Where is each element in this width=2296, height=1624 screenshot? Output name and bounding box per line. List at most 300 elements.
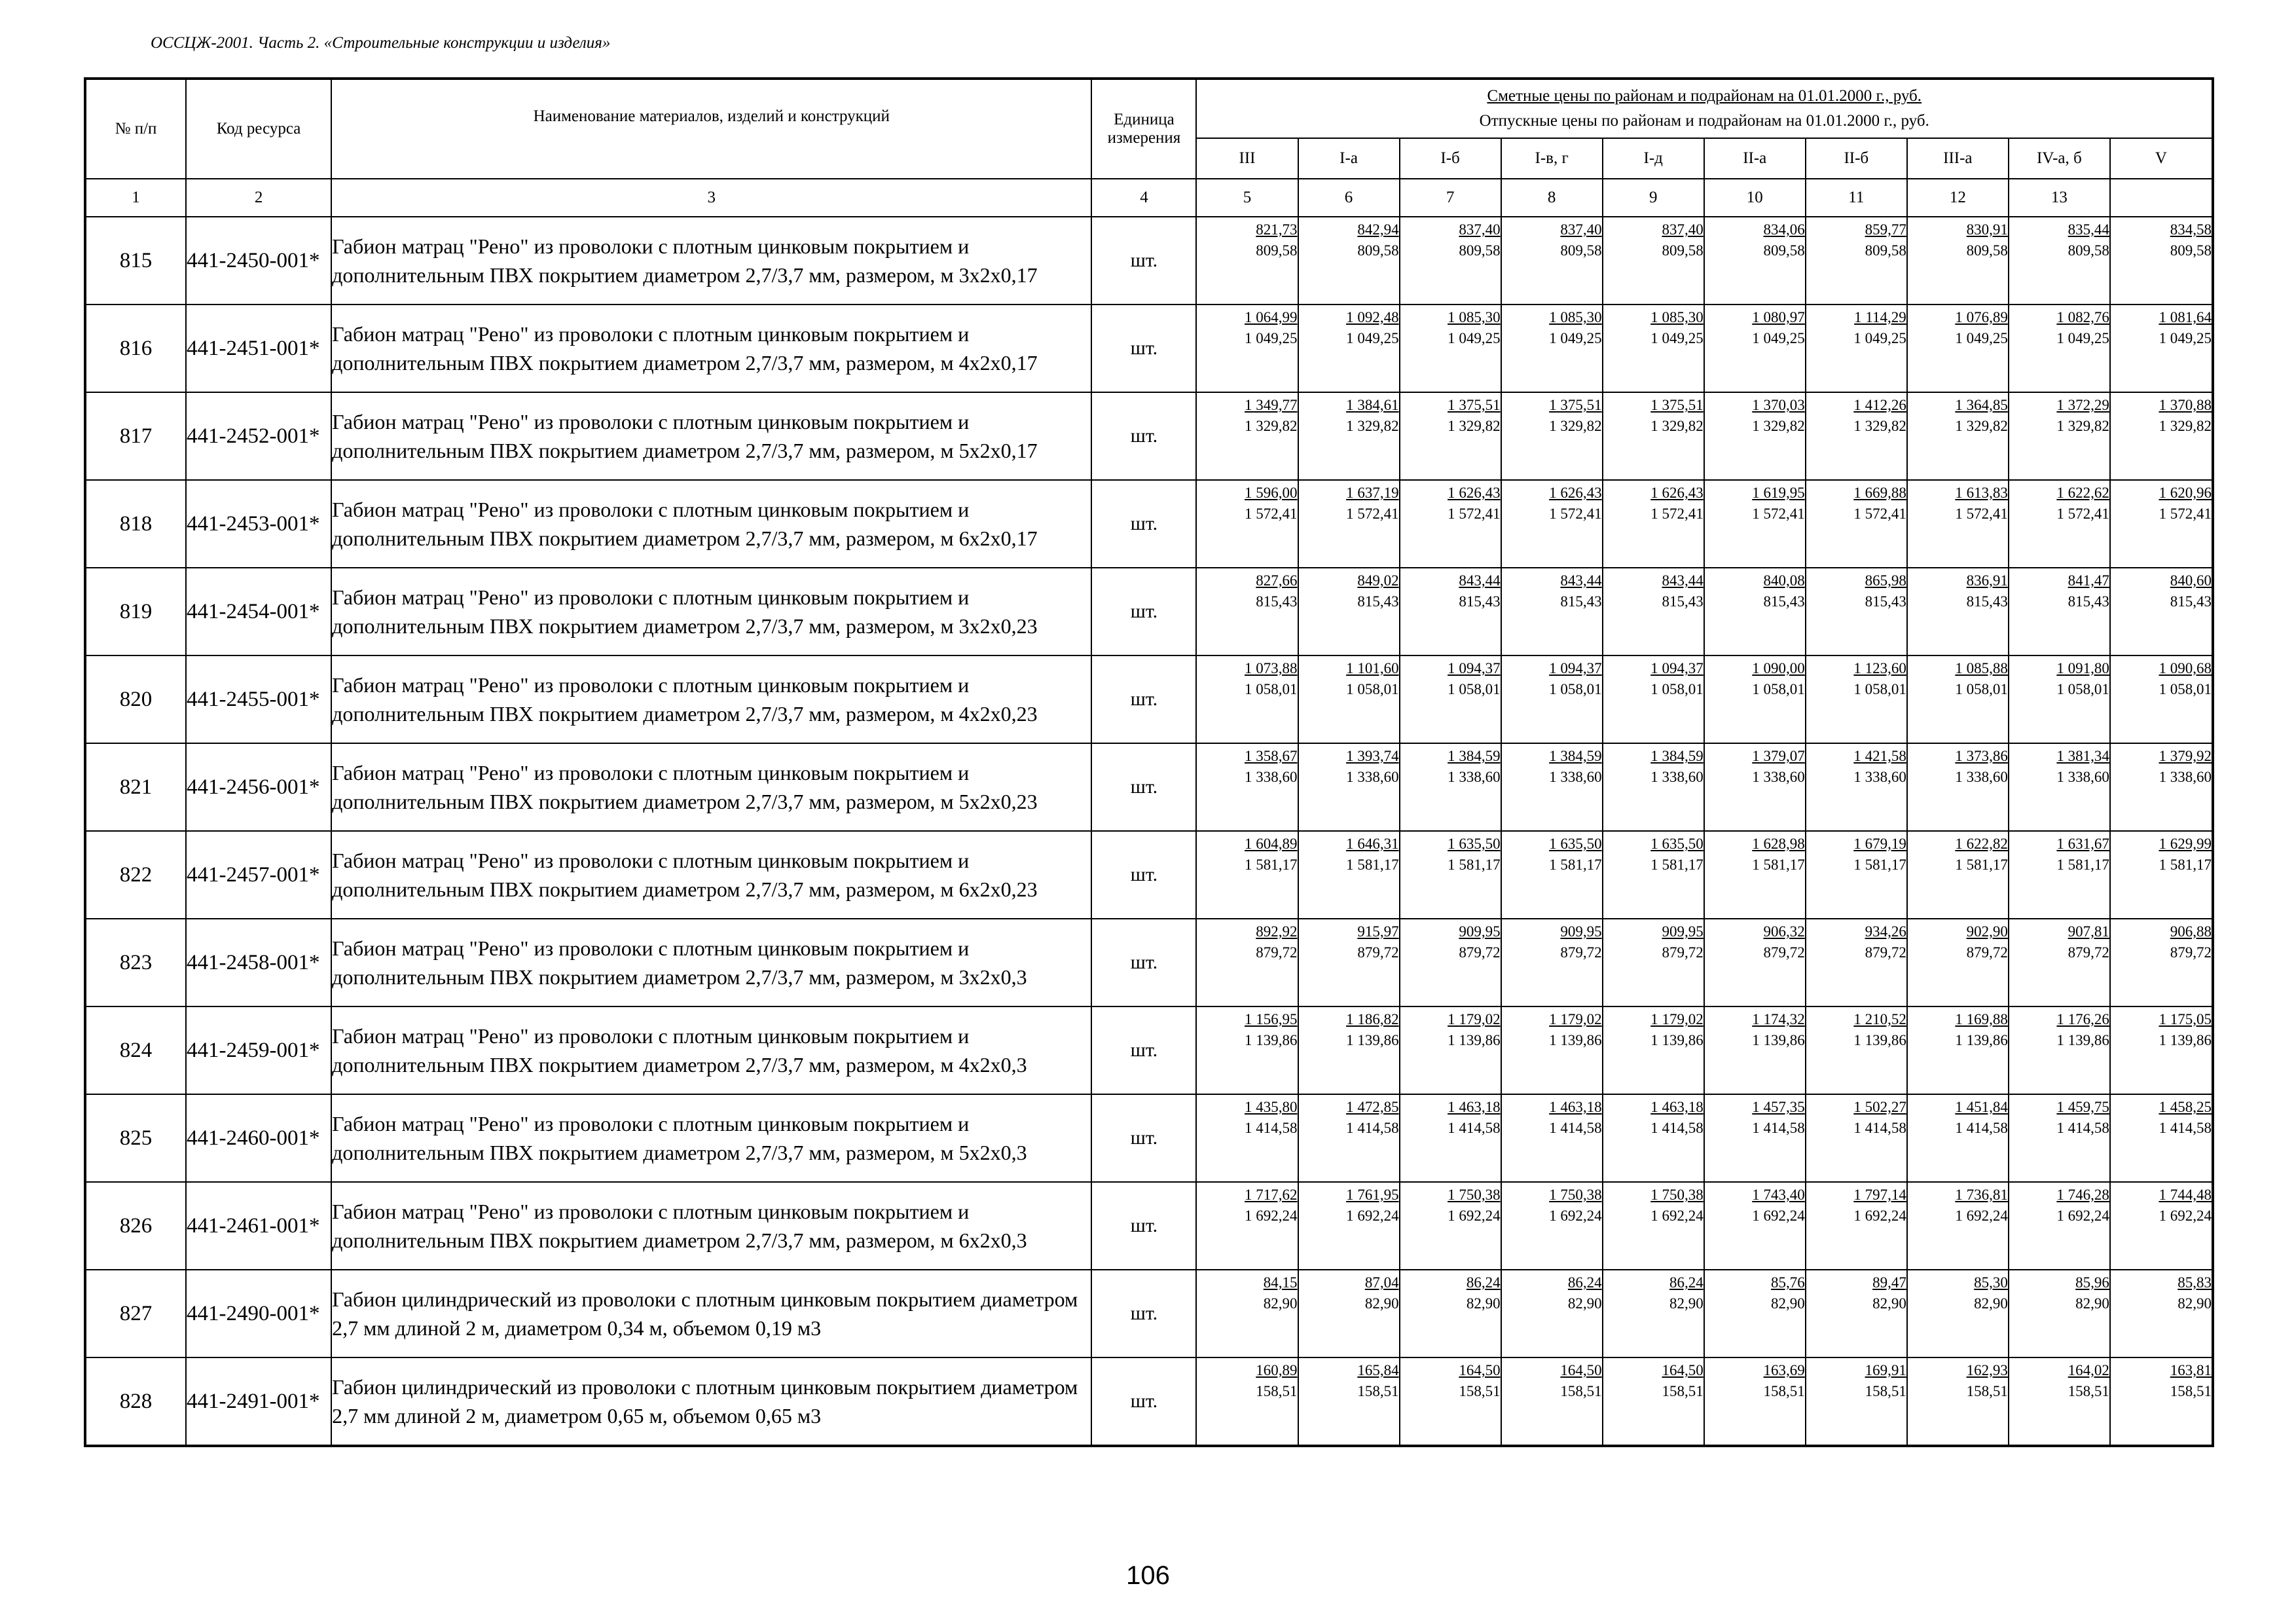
row-number: 828 — [85, 1357, 186, 1446]
estimate-price: 1 629,99 — [2159, 836, 2212, 852]
estimate-price: 841,47 — [2068, 572, 2109, 589]
release-price: 879,72 — [1459, 944, 1501, 961]
table-row — [85, 392, 2213, 480]
estimate-price: 859,77 — [1865, 221, 1906, 238]
row-number: 823 — [85, 919, 186, 1006]
price-cell — [1400, 743, 1501, 831]
row-number: 826 — [85, 1182, 186, 1270]
price-cell — [1400, 480, 1501, 568]
estimate-price: 1 628,98 — [1752, 836, 1805, 852]
estimate-price: 834,06 — [1763, 221, 1805, 238]
estimate-price: 1 620,96 — [2159, 485, 2212, 501]
release-price: 1 414,58 — [1245, 1120, 1298, 1136]
estimate-price: 1 210,52 — [1853, 1011, 1906, 1027]
release-price: 1 692,24 — [1752, 1208, 1805, 1224]
price-cell — [1196, 217, 1298, 304]
price-cell — [1907, 1357, 2009, 1446]
release-price: 1 338,60 — [1650, 769, 1704, 785]
estimate-price: 1 381,34 — [2056, 748, 2109, 764]
estimate-price: 830,91 — [1966, 221, 2008, 238]
release-price: 1 572,41 — [1752, 506, 1805, 522]
material-name: Габион матрац "Рено" из проволоки с плотным цинковым покрытием и дополнительным ПВХ покрытием диаметром 2,7/3,7 мм, размером, м 6х2х0,3 — [331, 1182, 1091, 1270]
price-cell — [2009, 217, 2110, 304]
table-row — [85, 1182, 2213, 1270]
estimate-price: 1 174,32 — [1752, 1011, 1805, 1027]
release-price: 1 572,41 — [1955, 506, 2008, 522]
estimate-price: 840,08 — [1763, 572, 1805, 589]
release-price: 1 692,24 — [2056, 1208, 2109, 1224]
table-row — [85, 1270, 2213, 1357]
release-price: 1 414,58 — [1448, 1120, 1501, 1136]
table-row — [85, 743, 2213, 831]
price-cell — [2009, 304, 2110, 392]
material-name: Габион матрац "Рено" из проволоки с плотным цинковым покрытием и дополнительным ПВХ покрытием диаметром 2,7/3,7 мм, размером, м 3х2х0,17 — [331, 217, 1091, 304]
estimate-price: 1 082,76 — [2056, 309, 2109, 325]
price-cell — [1907, 743, 2009, 831]
estimate-price: 1 085,30 — [1549, 309, 1602, 325]
price-cell — [1501, 831, 1603, 919]
column-number: 8 — [1501, 179, 1603, 217]
unit-of-measure: шт. — [1091, 1357, 1196, 1446]
release-price: 82,90 — [1466, 1295, 1501, 1312]
header-prices-release: Отпускные цены по районам и подрайонам на 01.01.2000 г., руб. — [1479, 112, 1929, 130]
price-cell — [1196, 655, 1298, 743]
row-number: 817 — [85, 392, 186, 480]
price-cell — [1196, 304, 1298, 392]
material-name: Габион матрац "Рено" из проволоки с плотным цинковым покрытием и дополнительным ПВХ покрытием диаметром 2,7/3,7 мм, размером, м 4х2х0,3 — [331, 1006, 1091, 1094]
estimate-price: 1 750,38 — [1650, 1187, 1704, 1203]
price-cell — [1298, 568, 1400, 655]
price-cell — [1806, 217, 1907, 304]
release-price: 809,58 — [2068, 242, 2109, 259]
release-price: 1 139,86 — [1245, 1032, 1298, 1048]
estimate-price: 909,95 — [1662, 923, 1704, 940]
price-cell — [1806, 919, 1907, 1006]
price-cell — [1603, 304, 1704, 392]
price-cell — [1298, 919, 1400, 1006]
material-name: Габион матрац "Рено" из проволоки с плотным цинковым покрытием и дополнительным ПВХ покрытием диаметром 2,7/3,7 мм, размером, м 5х2х0,23 — [331, 743, 1091, 831]
price-cell — [1400, 919, 1501, 1006]
estimate-price: 843,44 — [1459, 572, 1501, 589]
unit-of-measure: шт. — [1091, 831, 1196, 919]
release-price: 82,90 — [1771, 1295, 1805, 1312]
release-price: 1 058,01 — [1752, 681, 1805, 697]
release-price: 809,58 — [1560, 242, 1602, 259]
release-price: 1 139,86 — [1955, 1032, 2008, 1048]
release-price: 158,51 — [1459, 1383, 1501, 1399]
price-cell — [1501, 480, 1603, 568]
price-cell — [1704, 304, 1806, 392]
release-price: 1 581,17 — [1245, 857, 1298, 873]
release-price: 809,58 — [1865, 242, 1906, 259]
release-price: 1 692,24 — [2159, 1208, 2212, 1224]
estimate-price: 1 379,07 — [1752, 748, 1805, 764]
row-number: 818 — [85, 480, 186, 568]
table-row — [85, 1006, 2213, 1094]
estimate-price: 1 412,26 — [1853, 397, 1906, 413]
column-number: 3 — [331, 179, 1091, 217]
estimate-price: 1 626,43 — [1650, 485, 1704, 501]
price-cell — [1704, 1357, 1806, 1446]
resource-code: 441-2454-001* — [186, 568, 331, 655]
estimate-price: 1 375,51 — [1650, 397, 1704, 413]
release-price: 158,51 — [2068, 1383, 2109, 1399]
material-name: Габион цилиндрический из проволоки с плотным цинковым покрытием диаметром 2,7 мм длиной 2 м, диаметром 0,65 м, объемом 0,65 м3 — [331, 1357, 1091, 1446]
price-cell — [1704, 1182, 1806, 1270]
price-cell — [1603, 217, 1704, 304]
price-cell — [1501, 743, 1603, 831]
price-cell — [2110, 1357, 2213, 1446]
estimate-price: 1 626,43 — [1448, 485, 1501, 501]
estimate-price: 1 750,38 — [1549, 1187, 1602, 1203]
price-cell — [1907, 1006, 2009, 1094]
release-price: 1 338,60 — [2159, 769, 2212, 785]
price-cell — [1603, 392, 1704, 480]
release-price: 815,43 — [1662, 593, 1704, 610]
price-cell — [1704, 1270, 1806, 1357]
release-price: 1 139,86 — [2159, 1032, 2212, 1048]
price-cell — [1400, 831, 1501, 919]
release-price: 1 581,17 — [1650, 857, 1704, 873]
release-price: 815,43 — [1459, 593, 1501, 610]
estimate-price: 1 379,92 — [2159, 748, 2212, 764]
estimate-price: 1 646,31 — [1346, 836, 1399, 852]
resource-code: 441-2490-001* — [186, 1270, 331, 1357]
price-cell — [1603, 655, 1704, 743]
column-number: 12 — [1907, 179, 2009, 217]
release-price: 1 329,82 — [1955, 418, 2008, 434]
price-cell — [1196, 1094, 1298, 1182]
price-cell — [1603, 743, 1704, 831]
release-price: 82,90 — [2075, 1295, 2109, 1312]
release-price: 815,43 — [1966, 593, 2008, 610]
table-row — [85, 655, 2213, 743]
release-price: 879,72 — [2170, 944, 2212, 961]
price-cell — [2110, 1006, 2213, 1094]
unit-of-measure: шт. — [1091, 919, 1196, 1006]
estimate-price: 915,97 — [1357, 923, 1399, 940]
release-price: 1 692,24 — [1245, 1208, 1298, 1224]
release-price: 815,43 — [1256, 593, 1298, 610]
price-cell — [2110, 480, 2213, 568]
row-number: 820 — [85, 655, 186, 743]
release-price: 1 338,60 — [1549, 769, 1602, 785]
row-number: 821 — [85, 743, 186, 831]
release-price: 1 329,82 — [1752, 418, 1805, 434]
estimate-price: 1 472,85 — [1346, 1099, 1399, 1115]
price-cell — [2110, 743, 2213, 831]
price-cell — [1400, 1357, 1501, 1446]
header-name: Наименование материалов, изделий и конструкций — [331, 79, 1091, 179]
price-cell — [1907, 1094, 2009, 1182]
header-region: I-а — [1298, 138, 1400, 179]
column-number: 13 — [2009, 179, 2110, 217]
estimate-price: 1 635,50 — [1650, 836, 1704, 852]
estimate-price: 1 458,25 — [2159, 1099, 2212, 1115]
price-cell — [2110, 1094, 2213, 1182]
estimate-price: 906,88 — [2170, 923, 2212, 940]
material-name: Габион матрац "Рено" из проволоки с плотным цинковым покрытием и дополнительным ПВХ покрытием диаметром 2,7/3,7 мм, размером, м 5х2х0,17 — [331, 392, 1091, 480]
price-cell — [2110, 304, 2213, 392]
release-price: 809,58 — [2170, 242, 2212, 259]
header-region: II-а — [1704, 138, 1806, 179]
release-price: 1 139,86 — [1448, 1032, 1501, 1048]
price-cell — [1603, 1006, 1704, 1094]
price-cell — [1501, 1270, 1603, 1357]
estimate-price: 1 085,30 — [1650, 309, 1704, 325]
price-cell — [2009, 919, 2110, 1006]
estimate-price: 1 349,77 — [1245, 397, 1298, 413]
price-cell — [2009, 568, 2110, 655]
resource-code: 441-2456-001* — [186, 743, 331, 831]
release-price: 1 058,01 — [1955, 681, 2008, 697]
estimate-price: 163,81 — [2170, 1362, 2212, 1378]
price-cell — [2110, 1270, 2213, 1357]
release-price: 1 338,60 — [1853, 769, 1906, 785]
price-cell — [2009, 392, 2110, 480]
price-cell — [1196, 568, 1298, 655]
release-price: 1 572,41 — [1346, 506, 1399, 522]
release-price: 1 338,60 — [1346, 769, 1399, 785]
release-price: 1 692,24 — [1549, 1208, 1602, 1224]
material-name: Габион матрац "Рено" из проволоки с плотным цинковым покрытием и дополнительным ПВХ покрытием диаметром 2,7/3,7 мм, размером, м 6х2х0,17 — [331, 480, 1091, 568]
estimate-price: 1 370,88 — [2159, 397, 2212, 413]
estimate-price: 164,50 — [1662, 1362, 1704, 1378]
estimate-price: 85,96 — [2075, 1274, 2109, 1291]
price-cell — [1400, 1270, 1501, 1357]
column-number: 11 — [1806, 179, 1907, 217]
release-price: 1 329,82 — [1650, 418, 1704, 434]
estimate-price: 1 463,18 — [1549, 1099, 1602, 1115]
release-price: 1 058,01 — [1346, 681, 1399, 697]
release-price: 809,58 — [1256, 242, 1298, 259]
estimate-price: 1 622,62 — [2056, 485, 2109, 501]
resource-code: 441-2460-001* — [186, 1094, 331, 1182]
column-number: 1 — [85, 179, 186, 217]
price-cell — [1907, 217, 2009, 304]
estimate-price: 85,83 — [2178, 1274, 2212, 1291]
estimate-price: 1 176,26 — [2056, 1011, 2109, 1027]
header-region: V — [2110, 138, 2213, 179]
release-price: 809,58 — [1763, 242, 1805, 259]
price-cell — [1704, 831, 1806, 919]
price-cell — [2110, 217, 2213, 304]
unit-of-measure: шт. — [1091, 1270, 1196, 1357]
price-cell — [1298, 1182, 1400, 1270]
estimate-price: 1 094,37 — [1448, 660, 1501, 676]
estimate-price: 1 094,37 — [1549, 660, 1602, 676]
estimate-price: 843,44 — [1560, 572, 1602, 589]
estimate-price: 837,40 — [1560, 221, 1602, 238]
price-cell — [1806, 1094, 1907, 1182]
price-cell — [2110, 919, 2213, 1006]
estimate-price: 86,24 — [1466, 1274, 1501, 1291]
estimate-price: 1 457,35 — [1752, 1099, 1805, 1115]
estimate-price: 1 090,68 — [2159, 660, 2212, 676]
release-price: 1 572,41 — [1448, 506, 1501, 522]
release-price: 82,90 — [1364, 1295, 1399, 1312]
release-price: 879,72 — [1966, 944, 2008, 961]
release-price: 1 572,41 — [1245, 506, 1298, 522]
release-price: 1 058,01 — [1448, 681, 1501, 697]
header-unit: Единица измерения — [1091, 79, 1196, 179]
estimate-price: 86,24 — [1567, 1274, 1602, 1291]
column-number: 9 — [1603, 179, 1704, 217]
material-name: Габион матрац "Рено" из проволоки с плотным цинковым покрытием и дополнительным ПВХ покрытием диаметром 2,7/3,7 мм, размером, м 4х2х0,23 — [331, 655, 1091, 743]
estimate-price: 164,50 — [1459, 1362, 1501, 1378]
price-cell — [1501, 919, 1603, 1006]
release-price: 815,43 — [1560, 593, 1602, 610]
price-cell — [1603, 480, 1704, 568]
release-price: 1 414,58 — [2056, 1120, 2109, 1136]
price-cell — [1603, 1357, 1704, 1446]
estimate-price: 1 076,89 — [1955, 309, 2008, 325]
price-cell — [1907, 480, 2009, 568]
release-price: 1 338,60 — [1752, 769, 1805, 785]
price-cell — [1298, 392, 1400, 480]
header-region: IV-а, б — [2009, 138, 2110, 179]
price-cell — [2009, 1094, 2110, 1182]
estimate-price: 1 435,80 — [1245, 1099, 1298, 1115]
estimate-price: 1 393,74 — [1346, 748, 1399, 764]
price-cell — [2009, 655, 2110, 743]
resource-code: 441-2458-001* — [186, 919, 331, 1006]
estimate-price: 163,69 — [1763, 1362, 1805, 1378]
estimate-price: 1 156,95 — [1245, 1011, 1298, 1027]
estimate-price: 1 114,29 — [1854, 309, 1906, 325]
resource-code: 441-2450-001* — [186, 217, 331, 304]
estimate-price: 1 384,59 — [1448, 748, 1501, 764]
estimate-price: 849,02 — [1357, 572, 1399, 589]
release-price: 82,90 — [1872, 1295, 1906, 1312]
price-cell — [1196, 743, 1298, 831]
price-cell — [1400, 1182, 1501, 1270]
release-price: 1 581,17 — [1853, 857, 1906, 873]
price-cell — [1501, 568, 1603, 655]
release-price: 1 049,25 — [2159, 330, 2212, 346]
resource-code: 441-2491-001* — [186, 1357, 331, 1446]
release-price: 1 581,17 — [1346, 857, 1399, 873]
price-cell — [1400, 1094, 1501, 1182]
price-cell — [2110, 568, 2213, 655]
price-cell — [1196, 1006, 1298, 1094]
release-price: 1 139,86 — [1650, 1032, 1704, 1048]
price-cell — [1603, 1094, 1704, 1182]
release-price: 809,58 — [1966, 242, 2008, 259]
estimate-price: 834,58 — [2170, 221, 2212, 238]
release-price: 1 414,58 — [1346, 1120, 1399, 1136]
price-cell — [1196, 831, 1298, 919]
price-cell — [2009, 1357, 2110, 1446]
header-region: I-в, г — [1501, 138, 1603, 179]
estimate-price: 89,47 — [1872, 1274, 1906, 1291]
release-price: 1 692,24 — [1955, 1208, 2008, 1224]
estimate-price: 840,60 — [2170, 572, 2212, 589]
release-price: 879,72 — [1865, 944, 1906, 961]
column-number: 4 — [1091, 179, 1196, 217]
release-price: 82,90 — [1669, 1295, 1704, 1312]
release-price: 1 692,24 — [1448, 1208, 1501, 1224]
table-row — [85, 304, 2213, 392]
estimate-price: 1 622,82 — [1955, 836, 2008, 852]
release-price: 1 049,25 — [1346, 330, 1399, 346]
estimate-price: 1 091,80 — [2056, 660, 2109, 676]
release-price: 809,58 — [1459, 242, 1501, 259]
estimate-price: 836,91 — [1966, 572, 2008, 589]
material-name: Габион матрац "Рено" из проволоки с плотным цинковым покрытием и дополнительным ПВХ покрытием диаметром 2,7/3,7 мм, размером, м 3х2х0,23 — [331, 568, 1091, 655]
estimate-price: 837,40 — [1662, 221, 1704, 238]
release-price: 1 572,41 — [1650, 506, 1704, 522]
release-price: 1 329,82 — [2056, 418, 2109, 434]
price-cell — [1501, 1006, 1603, 1094]
price-cell — [1298, 1357, 1400, 1446]
unit-of-measure: шт. — [1091, 480, 1196, 568]
estimate-price: 1 746,28 — [2056, 1187, 2109, 1203]
release-price: 1 329,82 — [1549, 418, 1602, 434]
column-number: 7 — [1400, 179, 1501, 217]
price-cell — [1907, 392, 2009, 480]
table-row — [85, 568, 2213, 655]
estimate-price: 1 179,02 — [1448, 1011, 1501, 1027]
price-cell — [1704, 743, 1806, 831]
estimate-price: 164,02 — [2068, 1362, 2109, 1378]
estimate-price: 1 604,89 — [1245, 836, 1298, 852]
release-price: 809,58 — [1662, 242, 1704, 259]
unit-of-measure: шт. — [1091, 1182, 1196, 1270]
release-price: 82,90 — [1567, 1295, 1602, 1312]
unit-of-measure: шт. — [1091, 655, 1196, 743]
estimate-price: 1 375,51 — [1448, 397, 1501, 413]
row-number: 825 — [85, 1094, 186, 1182]
release-price: 1 049,25 — [1448, 330, 1501, 346]
price-cell — [1603, 568, 1704, 655]
estimate-price: 85,76 — [1771, 1274, 1805, 1291]
estimate-price: 1 384,59 — [1549, 748, 1602, 764]
price-cell — [1501, 217, 1603, 304]
estimate-price: 934,26 — [1865, 923, 1906, 940]
release-price: 1 572,41 — [1853, 506, 1906, 522]
release-price: 1 414,58 — [2159, 1120, 2212, 1136]
estimate-price: 909,95 — [1459, 923, 1501, 940]
price-cell — [1501, 1094, 1603, 1182]
release-price: 82,90 — [2178, 1295, 2212, 1312]
release-price: 1 329,82 — [1853, 418, 1906, 434]
price-cell — [1704, 568, 1806, 655]
price-cell — [1907, 568, 2009, 655]
estimate-price: 1 669,88 — [1853, 485, 1906, 501]
price-cell — [1806, 655, 1907, 743]
estimate-price: 1 169,88 — [1955, 1011, 2008, 1027]
estimate-price: 169,91 — [1865, 1362, 1906, 1378]
price-cell — [1704, 392, 1806, 480]
column-number: 10 — [1704, 179, 1806, 217]
price-cell — [1806, 1006, 1907, 1094]
estimate-price: 1 596,00 — [1245, 485, 1298, 501]
release-price: 815,43 — [2170, 593, 2212, 610]
price-cell — [1806, 831, 1907, 919]
price-cell — [1501, 1357, 1603, 1446]
price-cell — [1196, 480, 1298, 568]
price-cell — [1400, 392, 1501, 480]
price-cell — [1298, 217, 1400, 304]
header-prices — [1196, 79, 2213, 138]
release-price: 1 049,25 — [1549, 330, 1602, 346]
estimate-price: 1 451,84 — [1955, 1099, 2008, 1115]
release-price: 158,51 — [1560, 1383, 1602, 1399]
release-price: 879,72 — [1662, 944, 1704, 961]
price-cell — [2110, 831, 2213, 919]
resource-code: 441-2455-001* — [186, 655, 331, 743]
